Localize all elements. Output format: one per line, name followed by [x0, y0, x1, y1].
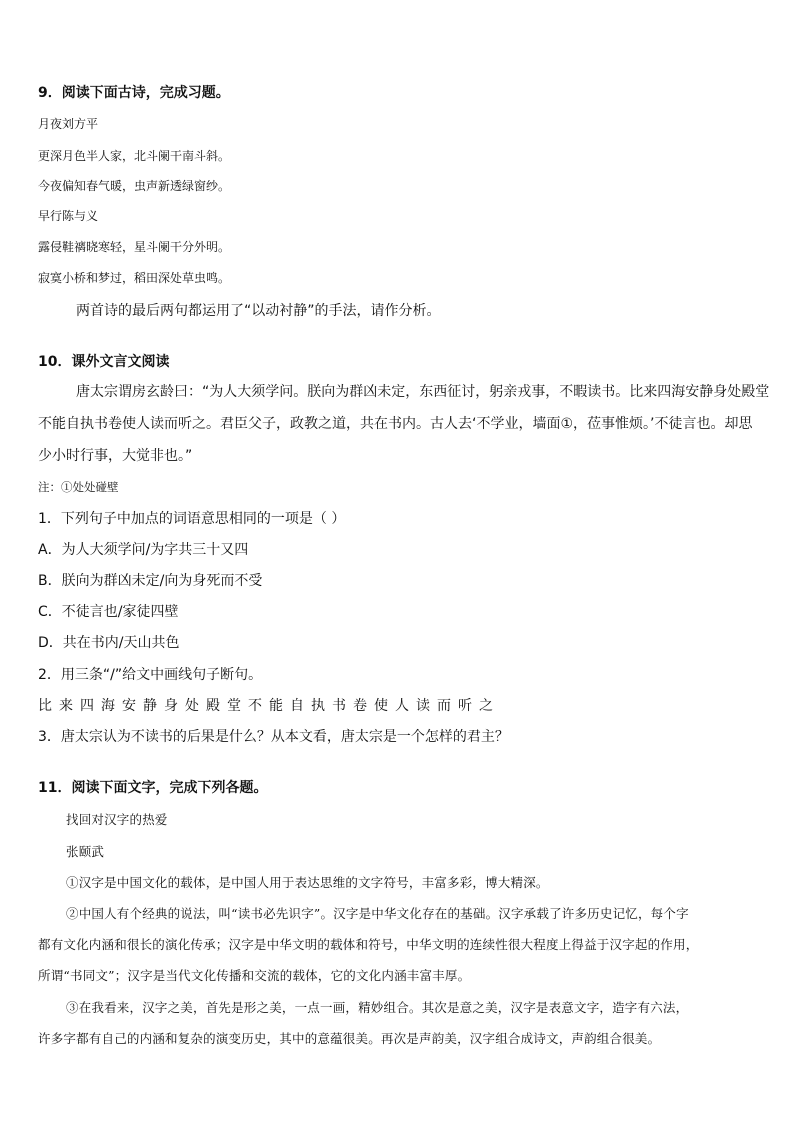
essay-paragraph-2-line-2: 都有文化内涵和很长的演化传承；汉字是中华文明的载体和符号，中华文明的连续性很大程度上得益于汉字起的作用， — [38, 937, 699, 952]
essay-author: 张颐武 — [66, 844, 105, 859]
q10-heading: 10．课外文言文阅读 — [38, 354, 170, 370]
poem2-line2: 寂寞小桥和梦过，稻田深处草虫鸣。 — [38, 271, 231, 285]
annotation-note: 注：①处处碰壁 — [38, 480, 119, 494]
sub-question-1: 1．下列句子中加点的词语意思相同的一项是（ ） — [38, 511, 346, 527]
essay-paragraph-2-line-3: 所谓“书同文”；汉字是当代文化传播和交流的载体，它的文化内涵丰富丰厚。 — [38, 968, 471, 983]
option-a: A．为人大须学问/为字共三十又四 — [38, 542, 249, 558]
essay-title: 找回对汉字的热爱 — [66, 812, 168, 827]
poem2-title: 早行陈与义 — [38, 209, 99, 223]
option-c: C．不徒言也/家徒四壁 — [38, 604, 179, 620]
essay-paragraph-2-line-1: ②中国人有个经典的说法，叫“读书必先识字”。汉字是中华文化存在的基础。汉字承载了许多历史记忆，每个字 — [66, 906, 689, 921]
passage-line-2: 不能自执书卷使人读而听之。君臣父子，政教之道，共在书内。古人去‘不学业，墙面①，莅事惟烦。’不徒言也。却思 — [38, 416, 753, 432]
essay-paragraph-1: ①汉字是中国文化的载体，是中国人用于表达思维的文字符号，丰富多彩，博大精深。 — [66, 875, 549, 890]
option-d: D．共在书内/天山共色 — [38, 635, 180, 651]
q11-heading: 11．阅读下面文字，完成下列各题。 — [38, 780, 268, 796]
poem2-line1: 露侵鞋褵晓寒轻，星斗阑干分外明。 — [38, 240, 231, 254]
essay-paragraph-3-line-2: 许多字都有自己的内涵和复杂的演变历史，其中的意蕴很美。再次是声韵美，汉字组合成诗文，声韵组合很美。 — [38, 1031, 661, 1046]
essay-paragraph-3-line-1: ③在我看来，汉字之美，首先是形之美，一点一画，精妙组合。其次是意之美，汉字是表意文字，造字有六法， — [66, 1000, 689, 1015]
poem1-title: 月夜刘方平 — [38, 117, 99, 131]
sub-question-2: 2．用三条“/”给文中画线句子断句。 — [38, 667, 263, 683]
poem1-line1: 更深月色半人家，北斗阑干南斗斜。 — [38, 149, 231, 163]
q9-heading: 9．阅读下面古诗，完成习题。 — [38, 85, 230, 101]
sub-question-3: 3．唐太宗认为不读书的后果是什么？从本文看，唐太宗是一个怎样的君主？ — [38, 729, 509, 745]
q9-task: 两首诗的最后两句都运用了“以动衬静”的手法，请作分析。 — [76, 303, 441, 319]
passage-line-1: 唐太宗谓房玄龄曰：“为人大须学问。朕向为群凶未定，东西征讨，躬亲戎事，不暇读书。比来四海安静身处殿堂 — [76, 384, 770, 400]
option-b: B．朕向为群凶未定/向为身死而不受 — [38, 573, 263, 589]
passage-line-3: 少小时行事，大觉非也。” — [38, 448, 193, 464]
punctuation-sentence: 比来四海安静身处殿堂不能自执书卷使人读而听之 — [38, 698, 500, 714]
poem1-line2: 今夜偏知春气暖，虫声新透绿窗纱。 — [38, 179, 231, 193]
